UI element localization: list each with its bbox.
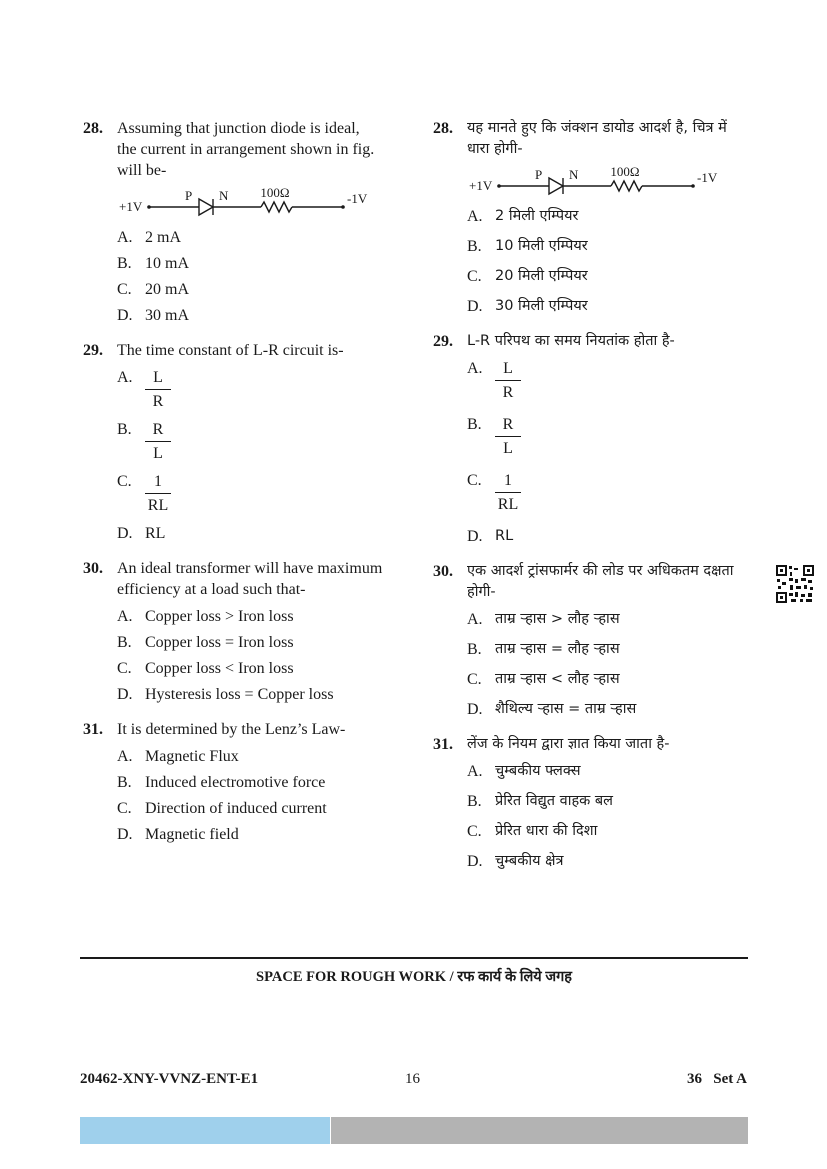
fraction-denominator: R: [502, 384, 514, 401]
option-label: D.: [117, 686, 133, 703]
option-label: C.: [117, 660, 132, 677]
option-text: RL: [495, 528, 514, 544]
option-text: 2 मिली एम्पियर: [495, 208, 579, 224]
option-b: [467, 414, 748, 461]
fraction-numerator: R: [145, 419, 171, 442]
option-d: [467, 296, 748, 317]
option-label: B.: [467, 238, 482, 255]
option-text: शैथिल्य ऱ्हास = ताम्र ऱ्हास: [495, 701, 637, 717]
option-text: 2 mA: [145, 229, 181, 246]
option-label: D.: [467, 701, 483, 718]
page-number: 16: [405, 1071, 420, 1087]
option-label: B.: [117, 774, 132, 791]
voltage-left-label: +1V: [119, 199, 143, 214]
option-text: Copper loss > Iron loss: [145, 608, 294, 625]
footer-bar-gray: [331, 1117, 748, 1144]
fraction-denominator: L: [153, 445, 163, 462]
question-30: [83, 558, 383, 705]
option-text: ताम्र ऱ्हास > लौह ऱ्हास: [495, 611, 620, 627]
diode-circuit: [117, 187, 377, 221]
option-text: 20 mA: [145, 281, 189, 298]
option-d: [117, 824, 383, 845]
option-text: Magnetic Flux: [145, 748, 239, 765]
paper-code: 20462-XNY-VVNZ-ENT-E1: [80, 1071, 259, 1087]
option-text: 10 mA: [145, 255, 189, 272]
p-label: P: [185, 188, 193, 203]
n-label: N: [569, 167, 579, 182]
question-28: [83, 118, 383, 326]
option-label: A.: [117, 748, 133, 765]
question-number: 30.: [83, 560, 103, 577]
option-text: RL: [145, 525, 166, 542]
option-text: चुम्बकीय फ्लक्स: [495, 763, 581, 779]
fraction-numerator: 1: [145, 471, 171, 494]
option-text: 20 मिली एम्पियर: [495, 268, 588, 284]
option-d: [467, 526, 748, 547]
options-list: [467, 761, 748, 872]
option-label: A.: [467, 208, 483, 225]
option-d: [117, 684, 383, 705]
option-b: [467, 791, 748, 812]
option-label: C.: [467, 823, 482, 840]
fraction-numerator: L: [145, 367, 171, 390]
fraction: [495, 470, 521, 517]
options-list: [467, 609, 748, 720]
option-label: A.: [117, 369, 133, 386]
option-b: [117, 772, 383, 793]
option-label: A.: [467, 763, 483, 780]
option-c: [467, 821, 748, 842]
option-label: D.: [467, 528, 483, 545]
terminal-right: [691, 184, 695, 188]
options-list: [467, 358, 748, 547]
option-c: [467, 470, 748, 517]
option-text: 30 मिली एम्पियर: [495, 298, 588, 314]
option-c: [467, 266, 748, 287]
rough-work-divider: [80, 957, 748, 959]
fraction-numerator: L: [495, 358, 521, 381]
question-31: [433, 734, 748, 872]
option-label: C.: [117, 800, 132, 817]
option-label: A.: [117, 229, 133, 246]
fraction-numerator: 1: [495, 470, 521, 493]
question-number: 28.: [83, 120, 103, 137]
option-label: B.: [467, 793, 482, 810]
option-d: [467, 851, 748, 872]
fraction-denominator: RL: [147, 497, 169, 514]
question-text: The time constant of L-R circuit is-: [117, 342, 344, 359]
question-text: यह मानते हुए कि जंक्शन डायोड आदर्श है, चित्र में धारा होगी-: [467, 120, 727, 157]
option-text: प्रेरित धारा की दिशा: [495, 823, 598, 839]
resistor-symbol: [611, 181, 642, 191]
question-text: Assuming that junction diode is ideal, the current in arrangement shown in fig. will be-: [117, 120, 375, 179]
option-label: B.: [117, 421, 132, 438]
fraction-denominator: L: [503, 440, 513, 457]
option-c: [117, 279, 383, 300]
option-label: C.: [467, 268, 482, 285]
question-29: [83, 340, 383, 544]
option-label: D.: [467, 298, 483, 315]
option-a: [117, 227, 383, 248]
question-text: L-R परिपथ का समय नियतांक होता है-: [467, 333, 675, 349]
option-a: [467, 761, 748, 782]
options-list: [117, 227, 383, 326]
option-a: [117, 746, 383, 767]
option-label: C.: [467, 671, 482, 688]
option-text: प्रेरित विद्युत वाहक बल: [495, 793, 614, 809]
option-text: Magnetic field: [145, 826, 239, 843]
option-label: D.: [117, 826, 133, 843]
option-label: C.: [117, 281, 132, 298]
resistor-label: 100Ω: [260, 187, 290, 200]
fraction-denominator: R: [152, 393, 164, 410]
option-c: [117, 471, 383, 518]
option-text: ताम्र ऱ्हास < लौह ऱ्हास: [495, 671, 620, 687]
set-label: 36 Set A: [687, 1071, 747, 1087]
option-text: Copper loss < Iron loss: [145, 660, 294, 677]
hindi-column: [433, 118, 748, 886]
question-text: An ideal transformer will have maximum efficiency at a load such that-: [117, 560, 383, 598]
option-b: [467, 236, 748, 257]
footer-bar-blue: [80, 1117, 330, 1144]
question-28: [433, 118, 748, 317]
option-c: [117, 658, 383, 679]
question-number: 30.: [433, 563, 453, 580]
fraction-numerator: R: [495, 414, 521, 437]
question-30: [433, 561, 748, 720]
question-number: 31.: [83, 721, 103, 738]
circuit-diagram: [117, 187, 383, 221]
option-label: B.: [467, 416, 482, 433]
question-31: [83, 719, 383, 845]
option-a: [467, 206, 748, 227]
option-label: B.: [117, 255, 132, 272]
fraction: [495, 358, 521, 405]
voltage-right-label: -1V: [347, 191, 368, 206]
option-a: [117, 367, 383, 414]
voltage-right-label: -1V: [697, 170, 718, 185]
option-a: [117, 606, 383, 627]
option-label: C.: [117, 473, 132, 490]
fraction: [145, 471, 171, 518]
option-c: [117, 798, 383, 819]
fraction: [145, 367, 171, 414]
option-text: Hysteresis loss = Copper loss: [145, 686, 334, 703]
n-label: N: [219, 188, 229, 203]
option-text: Copper loss = Iron loss: [145, 634, 294, 651]
option-label: A.: [467, 360, 483, 377]
terminal-right: [341, 205, 345, 209]
question-text: एक आदर्श ट्रांसफार्मर की लोड पर अधिकतम दक्षता होगी-: [467, 563, 734, 600]
options-list: [467, 206, 748, 317]
option-text: ताम्र ऱ्हास = लौह ऱ्हास: [495, 641, 620, 657]
question-text: It is determined by the Lenz’s Law-: [117, 721, 346, 738]
option-c: [467, 669, 748, 690]
diode-symbol: [549, 178, 563, 194]
option-label: B.: [467, 641, 482, 658]
option-d: [117, 305, 383, 326]
question-29: [433, 331, 748, 547]
english-column: [83, 118, 383, 859]
option-text: Induced electromotive force: [145, 774, 326, 791]
fraction-denominator: RL: [497, 496, 519, 513]
option-label: A.: [467, 611, 483, 628]
option-a: [467, 358, 748, 405]
resistor-symbol: [261, 202, 292, 212]
diode-symbol: [199, 199, 213, 215]
resistor-label: 100Ω: [610, 166, 640, 179]
fraction: [495, 414, 521, 461]
option-d: [467, 699, 748, 720]
circuit-diagram: [467, 166, 748, 200]
question-text: लेंज के नियम द्वारा ज्ञात किया जाता है-: [467, 736, 670, 752]
option-b: [467, 639, 748, 660]
question-number: 29.: [433, 333, 453, 350]
diode-circuit: [467, 166, 727, 200]
option-text: Direction of induced current: [145, 800, 327, 817]
option-label: D.: [117, 307, 133, 324]
option-label: D.: [467, 853, 483, 870]
question-number: 31.: [433, 736, 453, 753]
option-b: [117, 419, 383, 466]
voltage-left-label: +1V: [469, 178, 493, 193]
fraction: [145, 419, 171, 466]
rough-work-label: SPACE FOR ROUGH WORK / रफ कार्य के लिये जगह: [256, 969, 572, 985]
question-number: 29.: [83, 342, 103, 359]
option-b: [117, 253, 383, 274]
p-label: P: [535, 167, 543, 182]
option-label: B.: [117, 634, 132, 651]
question-number: 28.: [433, 120, 453, 137]
qr-code-icon: [775, 564, 815, 604]
options-list: [117, 367, 383, 544]
option-text: 10 मिली एम्पियर: [495, 238, 588, 254]
option-a: [467, 609, 748, 630]
option-b: [117, 632, 383, 653]
option-text: 30 mA: [145, 307, 189, 324]
options-list: [117, 606, 383, 705]
option-d: [117, 523, 383, 544]
option-text: चुम्बकीय क्षेत्र: [495, 853, 564, 869]
option-label: C.: [467, 472, 482, 489]
option-label: A.: [117, 608, 133, 625]
option-label: D.: [117, 525, 133, 542]
options-list: [117, 746, 383, 845]
